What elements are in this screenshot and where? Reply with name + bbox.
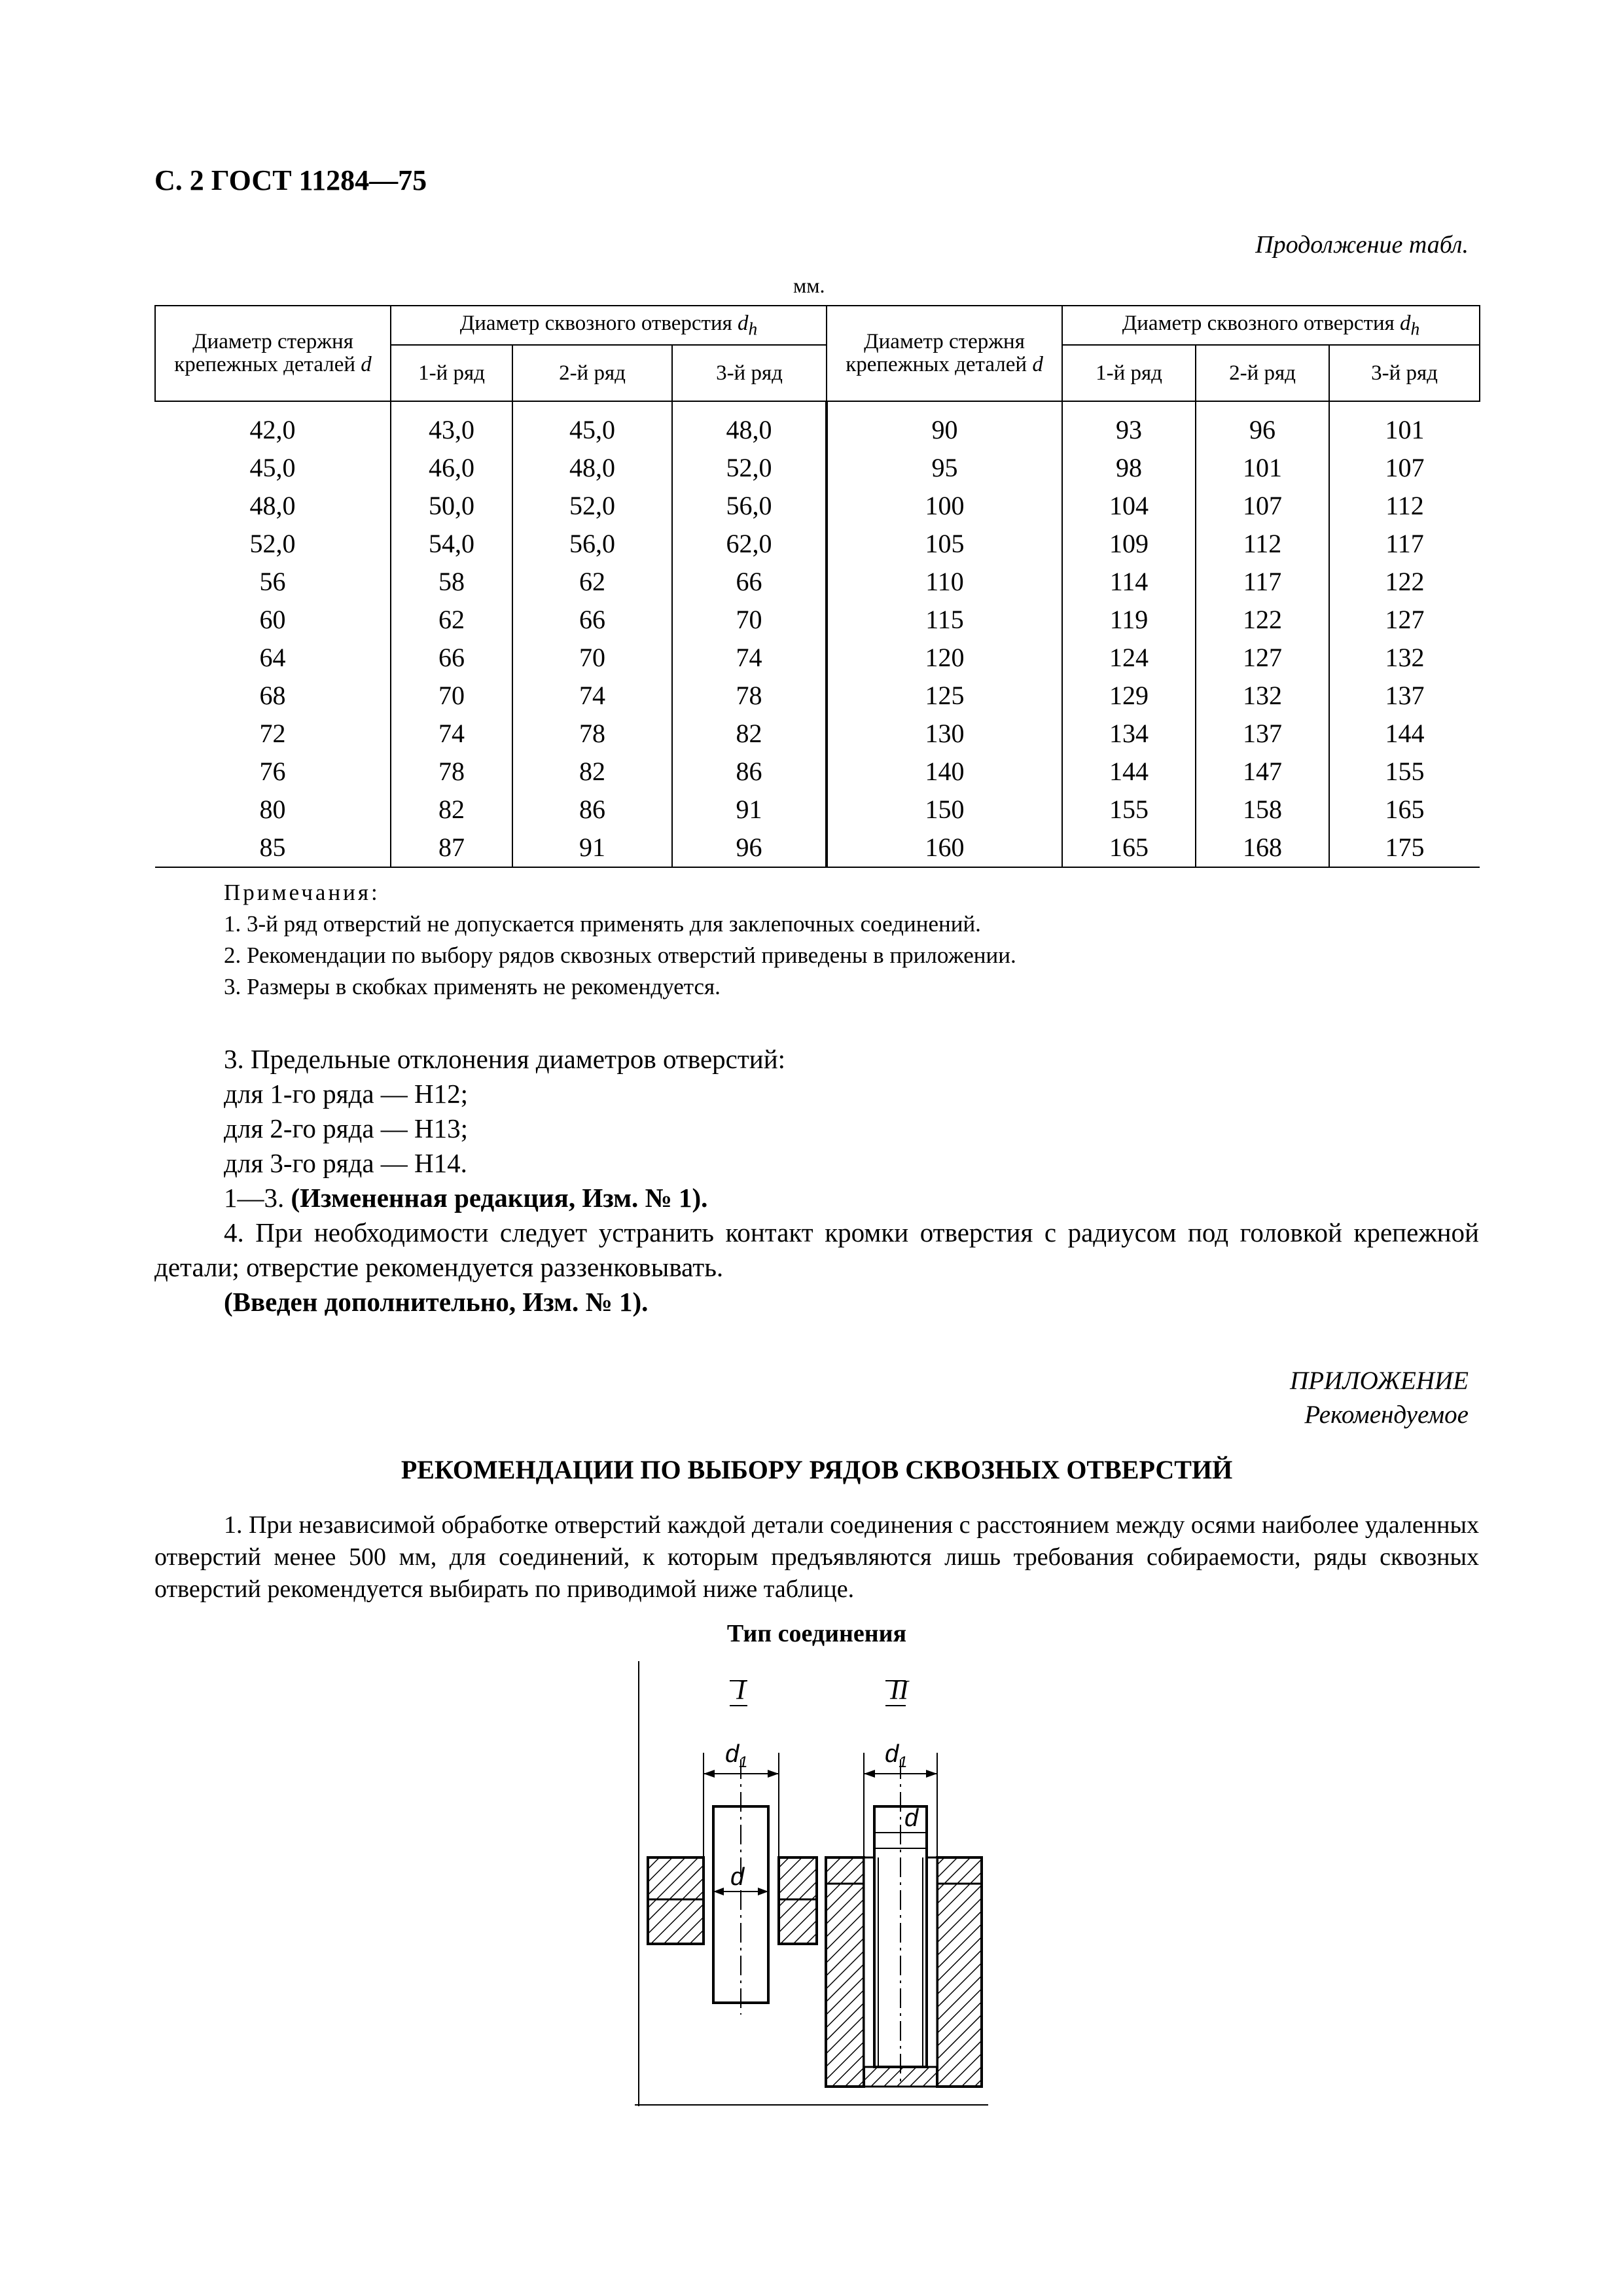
table-notes bbox=[224, 877, 1016, 1003]
table-cell: 56,0 bbox=[672, 487, 827, 525]
table-cell: 155 bbox=[1329, 753, 1480, 791]
d-label-2: d bbox=[904, 1804, 919, 1832]
table-cell: 78 bbox=[512, 715, 672, 753]
table-cell: 62 bbox=[512, 563, 672, 601]
table-cell: 91 bbox=[672, 791, 827, 829]
table-cell: 114 bbox=[1062, 563, 1196, 601]
section-3 bbox=[154, 1042, 1479, 1319]
table-cell: 48,0 bbox=[155, 487, 391, 525]
table-cell: 132 bbox=[1329, 639, 1480, 677]
type-1-label: I bbox=[736, 1676, 745, 1706]
table-cell: 120 bbox=[827, 639, 1062, 677]
table-cell: 74 bbox=[391, 715, 512, 753]
table-cell: 70 bbox=[512, 639, 672, 677]
type-1-joint bbox=[648, 1740, 817, 2015]
notes-title: Примечания: bbox=[224, 880, 380, 905]
table-cell: 107 bbox=[1196, 487, 1329, 525]
table-cell: 45,0 bbox=[512, 401, 672, 449]
table-cell: 48,0 bbox=[512, 449, 672, 487]
table-cell: 137 bbox=[1196, 715, 1329, 753]
table-row bbox=[155, 677, 1480, 715]
table-cell: 72 bbox=[155, 715, 391, 753]
table-continuation-label: Продолжение табл. bbox=[1255, 231, 1469, 259]
table-cell: 48,0 bbox=[672, 401, 827, 449]
table-row bbox=[155, 791, 1480, 829]
d-label: d bbox=[730, 1863, 745, 1891]
header-hole-diameter: Диаметр сквозного отверстия $d_h$ bbox=[391, 306, 827, 345]
table-cell: 140 bbox=[827, 753, 1062, 791]
table-cell: 98 bbox=[1062, 449, 1196, 487]
header-row-1-b: 1-й ряд bbox=[1062, 345, 1196, 401]
table-cell: 132 bbox=[1196, 677, 1329, 715]
table-row bbox=[155, 563, 1480, 601]
table-cell: 54,0 bbox=[391, 525, 512, 563]
table-cell: 86 bbox=[512, 791, 672, 829]
table-cell: 62,0 bbox=[672, 525, 827, 563]
table-cell: 58 bbox=[391, 563, 512, 601]
table-cell: 130 bbox=[827, 715, 1062, 753]
tolerance-row-2: для 2-го ряда — Н13; bbox=[224, 1113, 469, 1143]
tolerance-row-3: для 3-го ряда — Н14. bbox=[224, 1148, 467, 1178]
table-cell: 160 bbox=[827, 829, 1062, 867]
table-cell: 137 bbox=[1329, 677, 1480, 715]
table-cell: 52,0 bbox=[155, 525, 391, 563]
table-cell: 46,0 bbox=[391, 449, 512, 487]
table-cell: 43,0 bbox=[391, 401, 512, 449]
table-cell: 82 bbox=[672, 715, 827, 753]
table-row bbox=[155, 829, 1480, 867]
table-cell: 85 bbox=[155, 829, 391, 867]
table-cell: 110 bbox=[827, 563, 1062, 601]
table-cell: 122 bbox=[1329, 563, 1480, 601]
appendix-status: Рекомендуемое bbox=[1304, 1401, 1469, 1429]
table-cell: 107 bbox=[1329, 449, 1480, 487]
table-cell: 56 bbox=[155, 563, 391, 601]
table-row bbox=[155, 449, 1480, 487]
table-unit: мм. bbox=[793, 274, 825, 297]
section-4-added: (Введен дополнительно, Изм. № 1). bbox=[224, 1287, 649, 1317]
table-row bbox=[155, 525, 1480, 563]
table-cell: 105 bbox=[827, 525, 1062, 563]
table-row bbox=[155, 639, 1480, 677]
hole-diameter-table bbox=[154, 305, 1480, 868]
note-item: 3. Размеры в скобках применять не рекомендуется. bbox=[224, 974, 721, 999]
table-cell: 165 bbox=[1329, 791, 1480, 829]
table-cell: 66 bbox=[391, 639, 512, 677]
header-stem-diameter-2: Диаметр стержня крепежных деталей d bbox=[827, 306, 1062, 401]
table-cell: 117 bbox=[1329, 525, 1480, 563]
table-cell: 60 bbox=[155, 601, 391, 639]
table-row bbox=[155, 487, 1480, 525]
figure-title: Тип соединения bbox=[726, 1620, 907, 1647]
note-item: 1. 3-й ряд отверстий не допускается применять для заклепочных соединений. bbox=[224, 911, 981, 937]
table-cell: 80 bbox=[155, 791, 391, 829]
table-cell: 155 bbox=[1062, 791, 1196, 829]
table-row bbox=[155, 753, 1480, 791]
table-cell: 127 bbox=[1329, 601, 1480, 639]
tolerance-row-1: для 1-го ряда — Н12; bbox=[224, 1079, 469, 1109]
table-cell: 74 bbox=[672, 639, 827, 677]
table-cell: 115 bbox=[827, 601, 1062, 639]
header-hole-diameter-2: Диаметр сквозного отверстия $d_h$ bbox=[1062, 306, 1480, 345]
type-2-label: II bbox=[890, 1676, 908, 1706]
header-stem-diameter: Диаметр стержня крепежных деталей d bbox=[155, 306, 391, 401]
table-cell: 42,0 bbox=[155, 401, 391, 449]
table-cell: 74 bbox=[512, 677, 672, 715]
table-cell: 158 bbox=[1196, 791, 1329, 829]
table-cell: 144 bbox=[1329, 715, 1480, 753]
table-row bbox=[155, 715, 1480, 753]
table-cell: 87 bbox=[391, 829, 512, 867]
table-cell: 91 bbox=[512, 829, 672, 867]
table-cell: 112 bbox=[1329, 487, 1480, 525]
table-cell: 117 bbox=[1196, 563, 1329, 601]
edition-note: 1—3. (Измененная редакция, Изм. № 1). bbox=[224, 1183, 708, 1213]
header-row-2: 2-й ряд bbox=[512, 345, 672, 401]
page-header: С. 2 ГОСТ 11284—75 bbox=[154, 164, 427, 196]
note-item: 2. Рекомендации по выбору рядов сквозных отверстий приведены в приложении. bbox=[224, 942, 1016, 968]
table-cell: 70 bbox=[391, 677, 512, 715]
table-cell: 70 bbox=[672, 601, 827, 639]
table-cell: 168 bbox=[1196, 829, 1329, 867]
table-cell: 104 bbox=[1062, 487, 1196, 525]
table-cell: 52,0 bbox=[672, 449, 827, 487]
table-cell: 96 bbox=[1196, 401, 1329, 449]
table-cell: 90 bbox=[827, 401, 1062, 449]
header-row-1: 1-й ряд bbox=[391, 345, 512, 401]
table-cell: 144 bbox=[1062, 753, 1196, 791]
table-cell: 82 bbox=[391, 791, 512, 829]
d1-label-2: $d_1$ bbox=[885, 1740, 908, 1771]
table-cell: 122 bbox=[1196, 601, 1329, 639]
table-cell: 175 bbox=[1329, 829, 1480, 867]
table-cell: 112 bbox=[1196, 525, 1329, 563]
appendix-label bbox=[1290, 1364, 1469, 1432]
header-row-2-b: 2-й ряд bbox=[1196, 345, 1329, 401]
table-cell: 129 bbox=[1062, 677, 1196, 715]
appendix-title: ПРИЛОЖЕНИЕ bbox=[1290, 1367, 1469, 1395]
table-cell: 96 bbox=[672, 829, 827, 867]
recommendations-paragraph: 1. При независимой обработке отверстий каждой детали соединения с расстоянием между осями наиболее удаленных отверстий менее 500 мм, для соединений, к которым предъявляются лишь требования собираемости, ряды сквозных отверстий рекомендуется выбирать по приводимой ниже таблице. bbox=[154, 1511, 1479, 1603]
table-cell: 147 bbox=[1196, 753, 1329, 791]
d1-label: $d_1$ bbox=[725, 1740, 748, 1771]
table-cell: 124 bbox=[1062, 639, 1196, 677]
table-cell: 78 bbox=[672, 677, 827, 715]
table-cell: 45,0 bbox=[155, 449, 391, 487]
table-cell: 78 bbox=[391, 753, 512, 791]
table-cell: 52,0 bbox=[512, 487, 672, 525]
table-cell: 101 bbox=[1329, 401, 1480, 449]
table-cell: 66 bbox=[672, 563, 827, 601]
table-cell: 119 bbox=[1062, 601, 1196, 639]
table-cell: 150 bbox=[827, 791, 1062, 829]
table-cell: 95 bbox=[827, 449, 1062, 487]
table-cell: 50,0 bbox=[391, 487, 512, 525]
header-row-3: 3-й ряд bbox=[672, 345, 827, 401]
table-cell: 68 bbox=[155, 677, 391, 715]
table-cell: 62 bbox=[391, 601, 512, 639]
table-cell: 66 bbox=[512, 601, 672, 639]
table-cell: 64 bbox=[155, 639, 391, 677]
table-cell: 76 bbox=[155, 753, 391, 791]
table-cell: 125 bbox=[827, 677, 1062, 715]
table-cell: 127 bbox=[1196, 639, 1329, 677]
table-row bbox=[155, 401, 1480, 449]
table-cell: 93 bbox=[1062, 401, 1196, 449]
table-cell: 56,0 bbox=[512, 525, 672, 563]
table-cell: 101 bbox=[1196, 449, 1329, 487]
section-4-text: 4. При необходимости следует устранить контакт кромки отверстия с радиусом под головкой крепежной детали; отверстие рекомендуется раззенковывать. bbox=[154, 1217, 1479, 1282]
table-cell: 86 bbox=[672, 753, 827, 791]
table-cell: 165 bbox=[1062, 829, 1196, 867]
connection-type-drawing bbox=[635, 1661, 1001, 2106]
recommendations-title: РЕКОМЕНДАЦИИ ПО ВЫБОРУ РЯДОВ СКВОЗНЫХ ОТВЕРСТИЙ bbox=[401, 1455, 1233, 1484]
table-cell: 100 bbox=[827, 487, 1062, 525]
section-3-lead: 3. Предельные отклонения диаметров отверстий: bbox=[224, 1044, 786, 1074]
table-cell: 82 bbox=[512, 753, 672, 791]
type-2-joint bbox=[826, 1740, 982, 2087]
table-cell: 109 bbox=[1062, 525, 1196, 563]
table-cell: 134 bbox=[1062, 715, 1196, 753]
table-row bbox=[155, 601, 1480, 639]
header-row-3-b: 3-й ряд bbox=[1329, 345, 1480, 401]
